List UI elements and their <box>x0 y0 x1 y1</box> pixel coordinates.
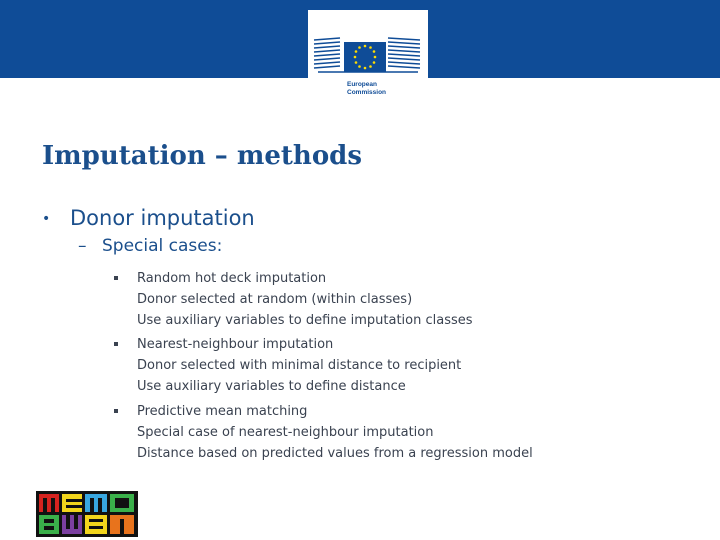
sub-bullet-text: Special cases: <box>102 236 223 256</box>
european-commission-logo <box>308 10 428 102</box>
bullet-text: Donor imputation <box>70 206 255 230</box>
logo-line-2: Commission <box>347 89 387 96</box>
sub-bullet-special-cases <box>78 236 222 256</box>
method-detail: Use auxiliary variables to define distance <box>137 379 406 394</box>
method-detail: Distance based on predicted values from a regression model <box>137 446 533 461</box>
square-bullet-icon <box>114 342 118 346</box>
logo-text <box>347 81 386 97</box>
method-detail: Special case of nearest-neighbour imputation <box>137 425 434 440</box>
bullet-dot-icon: • <box>42 211 51 227</box>
method-detail: Donor selected with minimal distance to recipient <box>137 358 462 373</box>
slide-title: Imputation – methods <box>42 141 362 171</box>
bullet-donor-imputation <box>42 206 255 230</box>
method-detail: Donor selected at random (within classes) <box>137 292 413 307</box>
square-bullet-icon <box>114 276 118 280</box>
method-name: Random hot deck imputation <box>137 271 327 286</box>
method-name: Nearest-neighbour imputation <box>137 337 334 352</box>
square-bullet-icon <box>114 409 118 413</box>
memobust-logo <box>36 491 138 537</box>
method-name: Predictive mean matching <box>137 404 308 419</box>
dash-icon: – <box>78 236 87 256</box>
method-detail: Use auxiliary variables to define imputation classes <box>137 313 473 328</box>
logo-line-1: European <box>347 81 377 88</box>
